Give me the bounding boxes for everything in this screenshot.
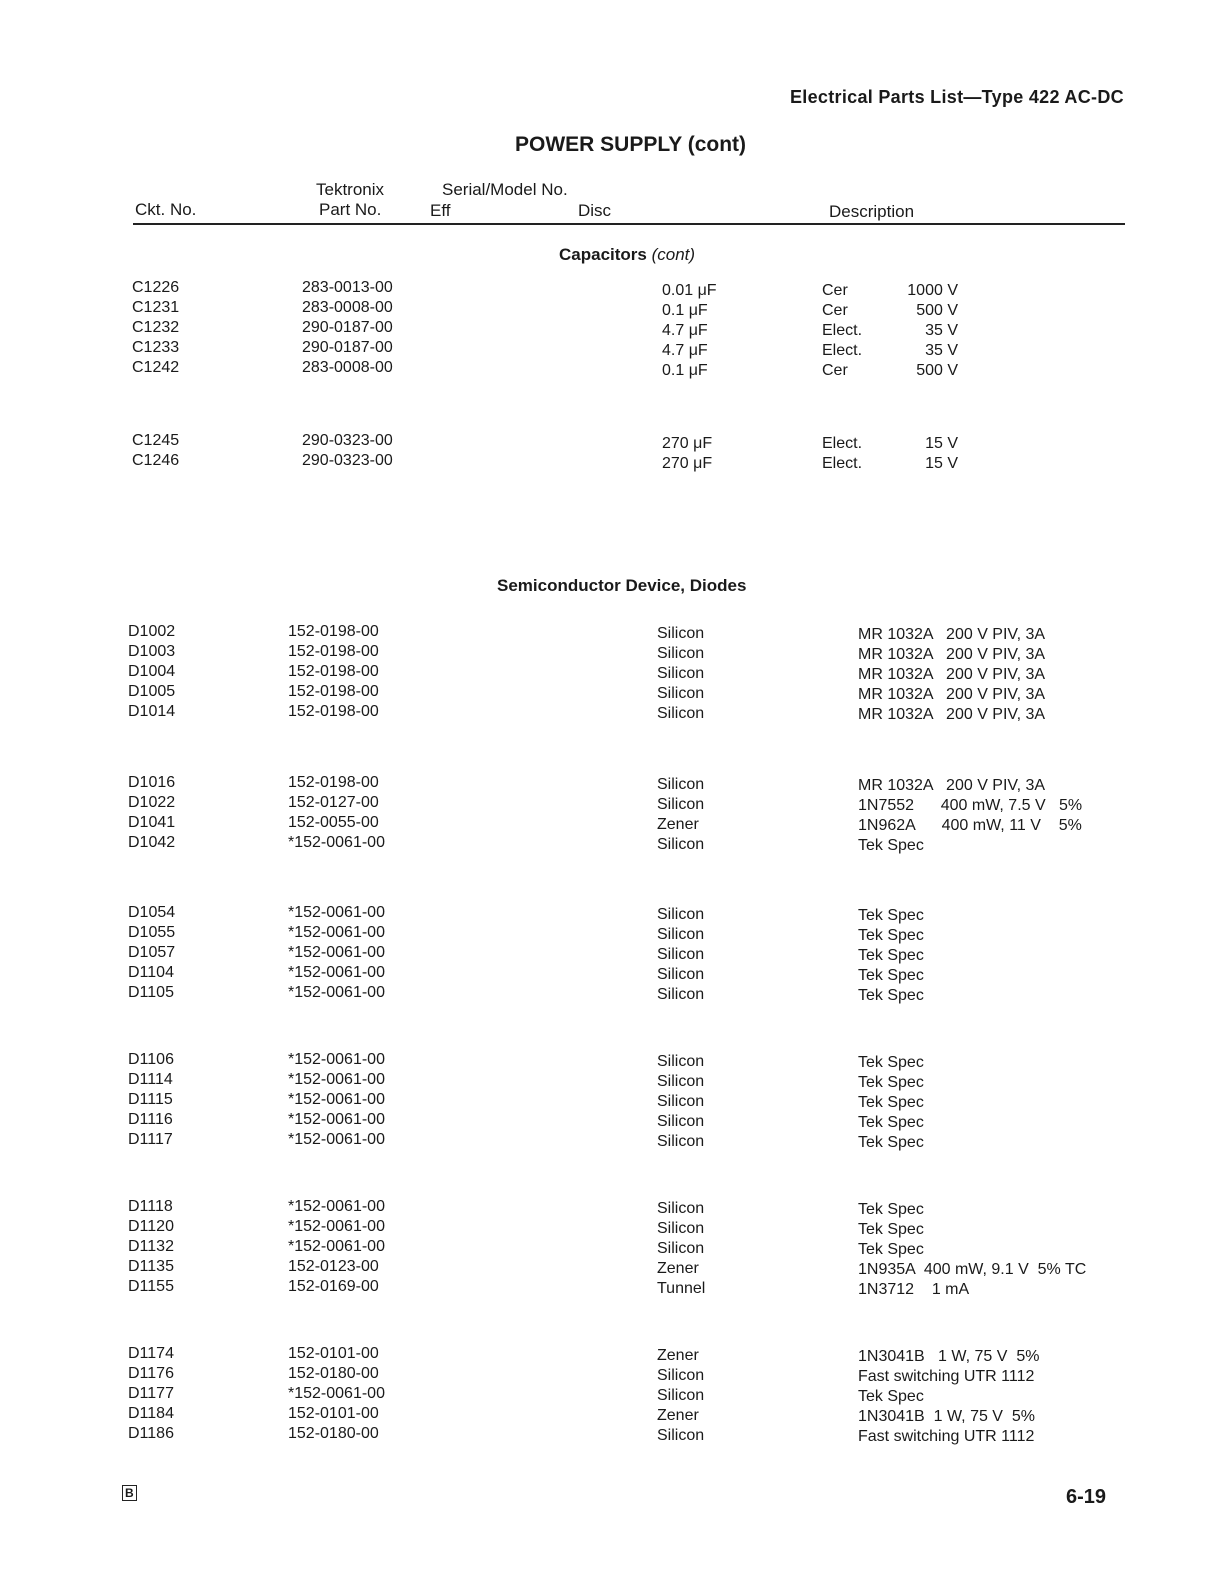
diode-part: *152-0061-00 <box>288 1198 385 1215</box>
diode-part: *152-0061-00 <box>288 1071 385 1088</box>
diode-part: 152-0127-00 <box>288 794 379 811</box>
diode-type: Silicon <box>657 1427 705 1444</box>
cap-rating: 35 V <box>925 342 958 359</box>
diode-ckt: D1114 <box>128 1071 173 1088</box>
cap-value: 0.01 μF <box>662 282 717 299</box>
cap-part: 290-0187-00 <box>302 319 393 336</box>
cap-part: 283-0008-00 <box>302 359 393 376</box>
diode-part: *152-0061-00 <box>288 964 385 981</box>
diode-part: *152-0061-00 <box>288 944 385 961</box>
capacitors-title <box>559 245 695 265</box>
diode-part: *152-0061-00 <box>288 984 385 1001</box>
diode-desc: Tek Spec <box>858 927 924 944</box>
diode-type: Silicon <box>657 645 705 662</box>
cap-rating: 15 V <box>925 435 958 452</box>
diode-part: 152-0123-00 <box>288 1258 379 1275</box>
diode-ckt: D1155 <box>128 1278 174 1295</box>
diode-type: Silicon <box>657 1220 705 1237</box>
cap-ckt: C1246 <box>132 452 180 469</box>
diode-type: Silicon <box>657 1240 705 1257</box>
cap-type: Elect. <box>822 322 863 339</box>
diode-desc: Fast switching UTR 1112 <box>858 1368 1035 1385</box>
cap-value: 0.1 μF <box>662 302 708 319</box>
diode-part: *152-0061-00 <box>288 1385 385 1402</box>
cap-part: 290-0323-00 <box>302 432 393 449</box>
cap-ckt: C1226 <box>132 279 180 296</box>
diode-desc: Tek Spec <box>858 947 924 964</box>
diode-part: 152-0198-00 <box>288 683 379 700</box>
cap-type: Elect. <box>822 435 863 452</box>
diode-desc: Fast switching UTR 1112 <box>858 1428 1035 1445</box>
diode-ckt: D1117 <box>128 1131 173 1148</box>
diode-ckt: D1135 <box>128 1258 174 1275</box>
diode-type: Silicon <box>657 1113 705 1130</box>
diode-desc: Tek Spec <box>858 1388 924 1405</box>
diode-desc: Tek Spec <box>858 1221 924 1238</box>
cap-type: Cer <box>822 362 848 379</box>
cap-type: Cer <box>822 302 848 319</box>
diode-type: Silicon <box>657 926 705 943</box>
diode-part: *152-0061-00 <box>288 1238 385 1255</box>
revision-badge: B <box>122 1485 137 1501</box>
diode-desc: 1N7552 400 mW, 7.5 V 5% <box>858 797 1083 814</box>
cap-rating: 500 V <box>916 302 958 319</box>
col-eff: Eff <box>430 201 451 220</box>
diode-type: Silicon <box>657 986 705 1003</box>
diode-part: 152-0198-00 <box>288 663 379 680</box>
cap-ckt: C1242 <box>132 359 180 376</box>
page-number: 6-19 <box>1066 1486 1107 1508</box>
diode-desc: MR 1032A 200 V PIV, 3A <box>858 686 1046 703</box>
diodes-title: Semiconductor Device, Diodes <box>497 576 747 595</box>
col-ckt-no: Ckt. No. <box>135 200 197 219</box>
diode-ckt: D1014 <box>128 703 176 720</box>
diode-desc: Tek Spec <box>858 1134 924 1151</box>
col-serial-model: Serial/Model No. <box>442 180 568 199</box>
diode-part: 152-0055-00 <box>288 814 379 831</box>
diode-desc: 1N962A 400 mW, 11 V 5% <box>858 817 1082 834</box>
diode-ckt: D1054 <box>128 904 176 921</box>
diode-part: *152-0061-00 <box>288 1091 385 1108</box>
diode-desc: Tek Spec <box>858 1074 924 1091</box>
diode-desc: MR 1032A 200 V PIV, 3A <box>858 666 1046 683</box>
diode-type: Silicon <box>657 776 705 793</box>
diode-ckt: D1106 <box>128 1051 174 1068</box>
diode-ckt: D1016 <box>128 774 176 791</box>
cap-ckt: C1232 <box>132 319 180 336</box>
capacitors-title-text: Capacitors <box>559 245 647 264</box>
diode-desc: Tek Spec <box>858 907 924 924</box>
diode-desc: 1N3041B 1 W, 75 V 5% <box>858 1348 1040 1365</box>
diode-desc: MR 1032A 200 V PIV, 3A <box>858 777 1046 794</box>
diode-type: Silicon <box>657 966 705 983</box>
diode-type: Silicon <box>657 836 705 853</box>
cap-value: 4.7 μF <box>662 342 708 359</box>
diode-type: Silicon <box>657 1053 705 1070</box>
diode-ckt: D1176 <box>128 1365 174 1382</box>
diode-ckt: D1184 <box>128 1405 174 1422</box>
col-part-no: Part No. <box>319 200 382 219</box>
capacitors-title-suffix: (cont) <box>651 245 696 264</box>
diode-ckt: D1022 <box>128 794 176 811</box>
diode-desc: Tek Spec <box>858 1114 924 1131</box>
diode-type: Silicon <box>657 1367 705 1384</box>
diode-ckt: D1186 <box>128 1425 174 1442</box>
diode-desc: MR 1032A 200 V PIV, 3A <box>858 626 1046 643</box>
diode-part: 152-0180-00 <box>288 1425 379 1442</box>
diode-ckt: D1104 <box>128 964 174 981</box>
cap-value: 0.1 μF <box>662 362 708 379</box>
diode-type: Zener <box>657 1260 699 1277</box>
section-title: POWER SUPPLY (cont) <box>515 133 747 156</box>
diode-part: 152-0101-00 <box>288 1405 379 1422</box>
diode-part: *152-0061-00 <box>288 1131 385 1148</box>
diode-type: Zener <box>657 1407 699 1424</box>
cap-value: 270 μF <box>662 455 713 472</box>
diode-desc: Tek Spec <box>858 1201 924 1218</box>
diode-type: Silicon <box>657 1073 705 1090</box>
cap-part: 283-0008-00 <box>302 299 393 316</box>
diode-part: 152-0101-00 <box>288 1345 379 1362</box>
diode-part: 152-0198-00 <box>288 643 379 660</box>
diode-ckt: D1005 <box>128 683 176 700</box>
diode-desc: Tek Spec <box>858 987 924 1004</box>
cap-part: 290-0187-00 <box>302 339 393 356</box>
cap-type: Elect. <box>822 342 863 359</box>
diode-ckt: D1118 <box>128 1198 173 1215</box>
diode-part: 152-0198-00 <box>288 623 379 640</box>
diode-type: Silicon <box>657 946 705 963</box>
running-title: Electrical Parts List—Type 422 AC-DC <box>790 87 1124 107</box>
diode-ckt: D1174 <box>128 1345 174 1362</box>
cap-part: 290-0323-00 <box>302 452 393 469</box>
diode-type: Silicon <box>657 1133 705 1150</box>
diode-ckt: D1120 <box>128 1218 174 1235</box>
cap-part: 283-0013-00 <box>302 279 393 296</box>
diode-part: 152-0169-00 <box>288 1278 379 1295</box>
col-disc: Disc <box>578 201 612 220</box>
diode-part: 152-0180-00 <box>288 1365 379 1382</box>
diode-ckt: D1004 <box>128 663 176 680</box>
diode-part: *152-0061-00 <box>288 1111 385 1128</box>
diode-type: Tunnel <box>657 1280 706 1297</box>
diode-desc: Tek Spec <box>858 1094 924 1111</box>
cap-type: Cer <box>822 282 848 299</box>
diode-type: Zener <box>657 1347 699 1364</box>
diode-ckt: D1042 <box>128 834 176 851</box>
diode-desc: MR 1032A 200 V PIV, 3A <box>858 706 1046 723</box>
diode-desc: MR 1032A 200 V PIV, 3A <box>858 646 1046 663</box>
cap-value: 4.7 μF <box>662 322 708 339</box>
col-tektronix: Tektronix <box>316 180 385 199</box>
diode-type: Silicon <box>657 665 705 682</box>
diode-ckt: D1132 <box>128 1238 174 1255</box>
cap-type: Elect. <box>822 455 863 472</box>
diode-type: Zener <box>657 816 699 833</box>
diode-ckt: D1055 <box>128 924 176 941</box>
diode-part: 152-0198-00 <box>288 774 379 791</box>
diode-desc: Tek Spec <box>858 1241 924 1258</box>
diode-ckt: D1003 <box>128 643 176 660</box>
diode-part: *152-0061-00 <box>288 834 385 851</box>
diode-type: Silicon <box>657 625 705 642</box>
diode-part: *152-0061-00 <box>288 1051 385 1068</box>
cap-value: 270 μF <box>662 435 713 452</box>
diode-desc: Tek Spec <box>858 967 924 984</box>
cap-rating: 15 V <box>925 455 958 472</box>
cap-rating: 500 V <box>916 362 958 379</box>
diode-type: Silicon <box>657 1200 705 1217</box>
diode-desc: Tek Spec <box>858 1054 924 1071</box>
cap-ckt: C1231 <box>132 299 180 316</box>
header-rule <box>133 223 1125 225</box>
diode-desc: 1N935A 400 mW, 9.1 V 5% TC <box>858 1261 1087 1278</box>
diode-desc: 1N3712 1 mA <box>858 1281 970 1298</box>
diode-ckt: D1002 <box>128 623 176 640</box>
cap-rating: 1000 V <box>907 282 958 299</box>
diode-ckt: D1105 <box>128 984 174 1001</box>
diode-ckt: D1057 <box>128 944 176 961</box>
diode-type: Silicon <box>657 906 705 923</box>
diode-part: *152-0061-00 <box>288 924 385 941</box>
diode-part: 152-0198-00 <box>288 703 379 720</box>
diode-ckt: D1177 <box>128 1385 174 1402</box>
diode-type: Silicon <box>657 1387 705 1404</box>
diode-part: *152-0061-00 <box>288 1218 385 1235</box>
diode-ckt: D1041 <box>128 814 176 831</box>
diode-ckt: D1115 <box>128 1091 173 1108</box>
diode-type: Silicon <box>657 685 705 702</box>
diode-part: *152-0061-00 <box>288 904 385 921</box>
cap-ckt: C1233 <box>132 339 180 356</box>
diode-ckt: D1116 <box>128 1111 173 1128</box>
diode-desc: 1N3041B 1 W, 75 V 5% <box>858 1408 1035 1425</box>
cap-ckt: C1245 <box>132 432 180 449</box>
diode-type: Silicon <box>657 705 705 722</box>
col-description: Description <box>829 202 915 221</box>
diode-desc: Tek Spec <box>858 837 924 854</box>
diode-type: Silicon <box>657 1093 705 1110</box>
diode-type: Silicon <box>657 796 705 813</box>
cap-rating: 35 V <box>925 322 958 339</box>
